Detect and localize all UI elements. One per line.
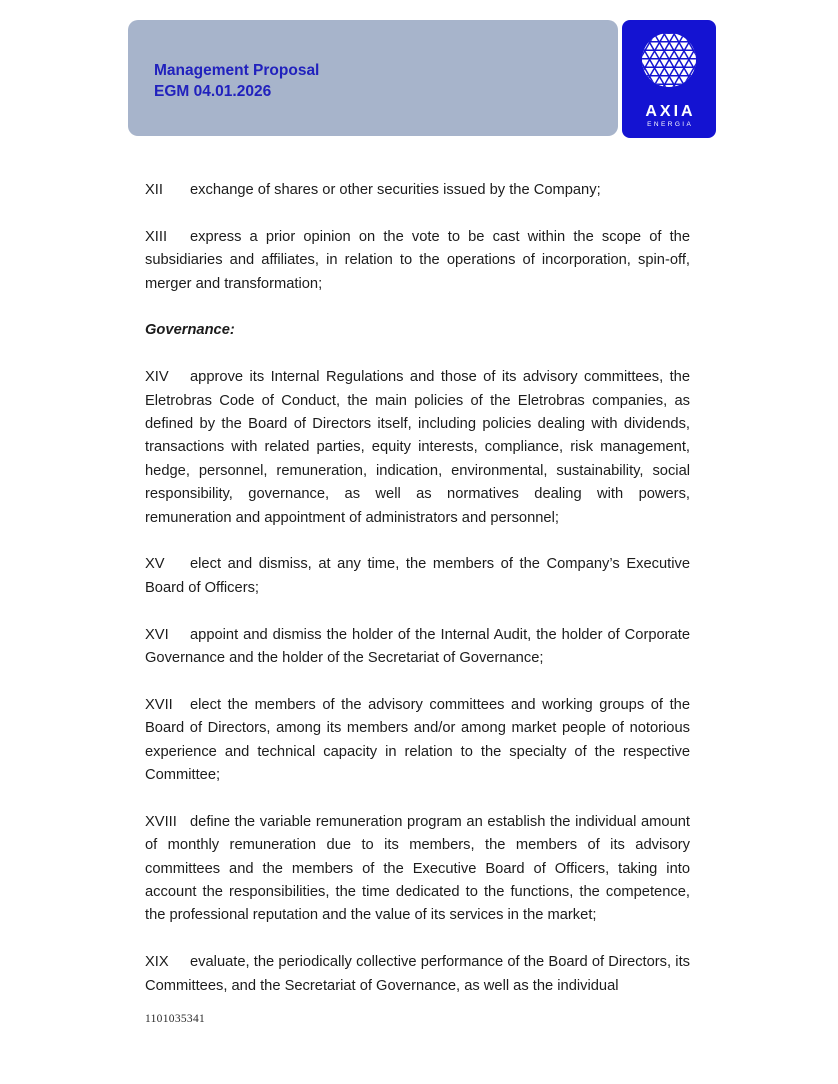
- clause-xiv: [145, 366, 690, 530]
- section-heading-governance: Governance:: [145, 322, 235, 339]
- company-logo: [622, 20, 716, 138]
- item-numeral: XVI: [145, 626, 169, 643]
- item-numeral: XVII: [145, 696, 173, 713]
- item-text: approve its Internal Regulations and those of its advisory committees, the Eletrobras Code of Conduct, the main policies of the Eletrobras companies, as defined by the Board of Directors itself, including policies dealing with dividends, transactions with related parties, equity interests, compliance, risk management, hedge, personnel, remuneration, indication, environmental, sustainability, social responsibility, governance, as well as normatives dealing with powers, remuneration and appointment of administrators and personnel;: [145, 369, 690, 526]
- item-text: appoint and dismiss the holder of the Internal Audit, the holder of Corporate Governance and the holder of the Secretariat of Governance;: [145, 626, 690, 667]
- item-text: elect the members of the advisory committees and working groups of the Board of Directors, among its members and/or among market people of notorious experience and technical capacity in relation to the specialty of the respective Committee;: [145, 696, 690, 784]
- item-text: evaluate, the periodically collective performance of the Board of Directors, its Committees, and the Secretariat of Governance, as well as the individual: [145, 954, 690, 994]
- item-text: express a prior opinion on the vote to be cast within the scope of the subsidiaries and affiliates, in relation to the operations of incorporation, spin-off, merger and transformation;: [145, 228, 690, 292]
- item-text: exchange of shares or other securities issued by the Company;: [190, 182, 601, 198]
- page-title: [154, 60, 319, 102]
- item-text: elect and dismiss, at any time, the members of the Company’s Executive Board of Officers;: [145, 556, 690, 596]
- item-numeral: XIII: [145, 228, 168, 245]
- document-body: [145, 179, 690, 1021]
- clause-xix: [145, 951, 690, 998]
- clause-xv: [145, 553, 690, 600]
- document-number: 1101035341: [145, 1013, 206, 1025]
- item-numeral: XIX: [145, 954, 169, 971]
- header-banner: [128, 20, 618, 136]
- clause-xvii: [145, 694, 690, 788]
- clause-xviii: [145, 811, 690, 928]
- item-numeral: XV: [145, 556, 165, 573]
- item-numeral: XII: [145, 182, 163, 198]
- page-title-line2: EGM 04.01.2026: [154, 83, 272, 100]
- clause-xiii: [145, 226, 690, 296]
- item-text: define the variable remuneration program an establish the individual amount of monthly remuneration due to its members, the members of its advisory committees and the members of the Executive Board of Officers, taking into account the responsibilities, the time dedicated to the functions, the competence, the professional reputation and the value of its services in the market;: [145, 813, 690, 924]
- geodesic-sphere-icon: [630, 24, 708, 103]
- item-numeral: XVIII: [145, 813, 177, 830]
- logo-subbrand-text: ENERGIA: [647, 121, 694, 128]
- logo-brand-text: AXIA: [645, 103, 696, 120]
- item-numeral: XIV: [145, 369, 169, 386]
- page-title-line1: Management Proposal: [154, 62, 320, 79]
- clause-xvi: [145, 624, 690, 671]
- clause-xii: [145, 179, 690, 202]
